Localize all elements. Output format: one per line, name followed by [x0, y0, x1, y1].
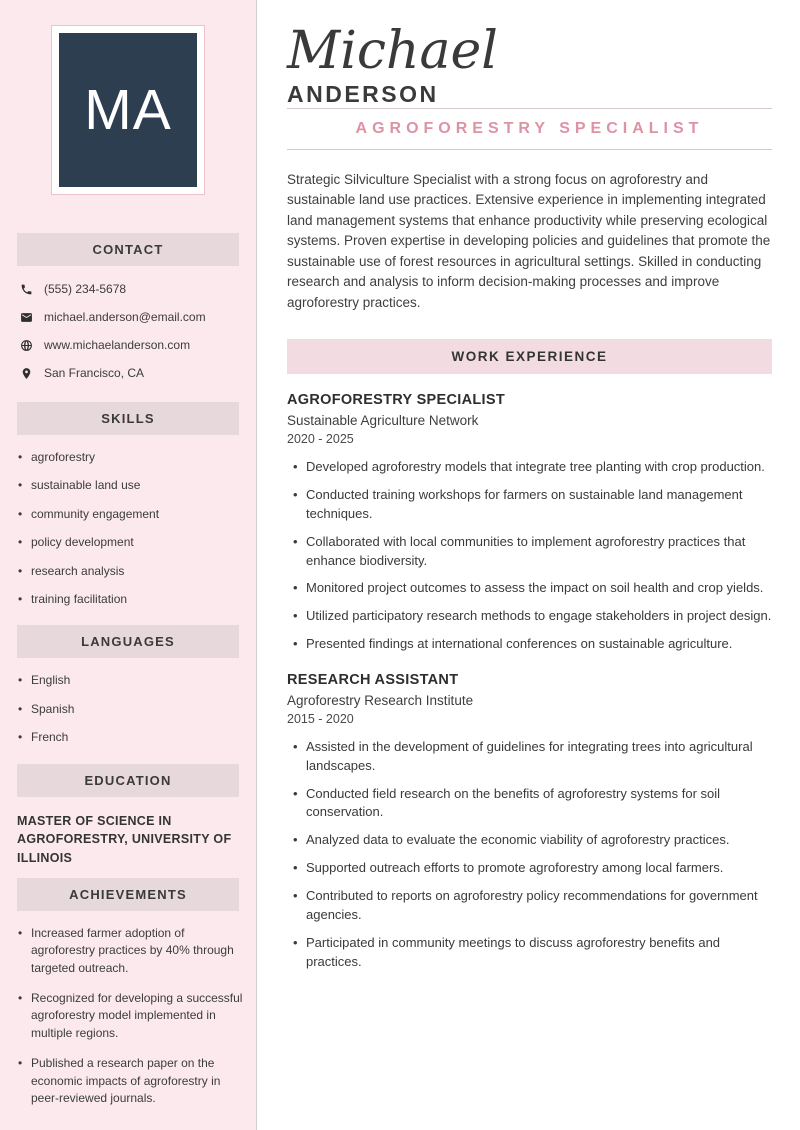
divider: [287, 149, 772, 150]
location-icon: [20, 367, 33, 380]
first-name: Michael: [287, 21, 498, 81]
job-company: Agroforestry Research Institute: [287, 692, 474, 708]
job-bullet-list: [287, 458, 772, 654]
job-role: RESEARCH ASSISTANT: [287, 671, 459, 688]
job-company: Sustainable Agriculture Network: [287, 413, 479, 429]
skill-item: • policy development: [31, 534, 240, 551]
main-content: [257, 0, 800, 1130]
job-bullet: • Monitored project outcomes to assess the impact on soil health and crop yields.: [306, 579, 772, 598]
education-degree: MASTER OF SCIENCE IN AGROFORESTRY, UNIVERSITY OF ILLINOIS: [17, 813, 232, 866]
job-role: AGROFORESTRY SPECIALIST: [287, 392, 505, 409]
contact-list: [0, 266, 256, 402]
skill-item: • sustainable land use: [31, 477, 240, 494]
location-text: San Francisco, CA: [44, 366, 145, 380]
language-item: • English: [31, 672, 240, 689]
skill-item: • research analysis: [31, 563, 240, 580]
job-bullet: • Supported outreach efforts to promote agroforestry among local farmers.: [306, 859, 772, 878]
education-section-title: EDUCATION: [17, 764, 239, 797]
job-bullet: • Conducted training workshops for farmers on sustainable land management techniques.: [306, 486, 772, 524]
achievement-item: • Increased farmer adoption of agroforestry practices by 40% through targeted outreach.: [31, 925, 244, 977]
achievement-item: • Published a research paper on the economic impacts of agroforestry in peer-reviewed journals.: [31, 1055, 244, 1107]
job-bullet: • Developed agroforestry models that integrate tree planting with crop production.: [306, 458, 772, 477]
summary-paragraph: Strategic Silviculture Specialist with a strong focus on agroforestry and sustainable land use practices. Extensive experience in implementing integrated land management systems that enhance productivity while preserving ecological systems. Proven expertise in developing policies and guidelines that promote the sustainable use of forest resources in agricultural settings. Skilled in conducting research and analysis to inform decision-making processes and improve agroforestry practices.: [287, 171, 771, 310]
language-item: • Spanish: [31, 701, 240, 718]
job-bullet-list: [287, 738, 772, 971]
globe-icon: [20, 339, 33, 352]
phone-number: (555) 234-5678: [44, 282, 127, 296]
job-dates: 2020 - 2025: [287, 432, 354, 447]
job-bullet: • Utilized participatory research methods to engage stakeholders in project design.: [306, 607, 772, 626]
contact-item-website: [20, 338, 244, 352]
avatar-initials: MA: [59, 33, 197, 187]
languages-section-title: LANGUAGES: [17, 625, 239, 658]
phone-icon: [20, 283, 33, 296]
achievements-section-title: ACHIEVEMENTS: [17, 878, 239, 911]
job-bullet: • Assisted in the development of guidelines for integrating trees into agricultural landscapes.: [306, 738, 772, 776]
page-title: AGROFORESTRY SPECIALIST: [355, 119, 704, 137]
skill-item: • training facilitation: [31, 591, 240, 608]
work-experience-section-title: WORK EXPERIENCE: [287, 339, 772, 374]
achievement-item: • Recognized for developing a successful agroforestry model implemented in multiple regions.: [31, 990, 244, 1042]
job-bullet: • Presented findings at international conferences on sustainable agriculture.: [306, 635, 772, 654]
skills-section-title: SKILLS: [17, 402, 239, 435]
skill-item: • agroforestry: [31, 449, 240, 466]
job-entry: [287, 392, 772, 654]
job-bullet: • Contributed to reports on agroforestry policy recommendations for government agencies.: [306, 887, 772, 925]
job-dates: 2015 - 2020: [287, 711, 354, 726]
job-entry: [287, 672, 772, 971]
job-bullet: • Conducted field research on the benefits of agroforestry systems for soil conservation.: [306, 785, 772, 823]
job-bullet: • Collaborated with local communities to implement agroforestry practices that enhance biodiversity.: [306, 533, 772, 571]
website-url: www.michaelanderson.com: [44, 338, 191, 352]
contact-section-title: CONTACT: [17, 233, 239, 266]
language-item: • French: [31, 729, 240, 746]
job-bullet: • Analyzed data to evaluate the economic viability of agroforestry practices.: [306, 831, 772, 850]
job-bullet: • Participated in community meetings to discuss agroforestry benefits and practices.: [306, 934, 772, 972]
avatar: [51, 25, 205, 195]
languages-list: [0, 658, 256, 763]
skills-list: [0, 435, 256, 625]
email-icon: [20, 311, 33, 324]
contact-item-location: [20, 366, 244, 380]
contact-item-email: [20, 310, 244, 324]
sidebar: [0, 0, 257, 1130]
last-name: ANDERSON: [287, 80, 439, 107]
contact-item-phone: [20, 282, 244, 296]
email-address: michael.anderson@email.com: [44, 310, 206, 324]
achievements-list: [0, 911, 256, 1127]
skill-item: • community engagement: [31, 506, 240, 523]
